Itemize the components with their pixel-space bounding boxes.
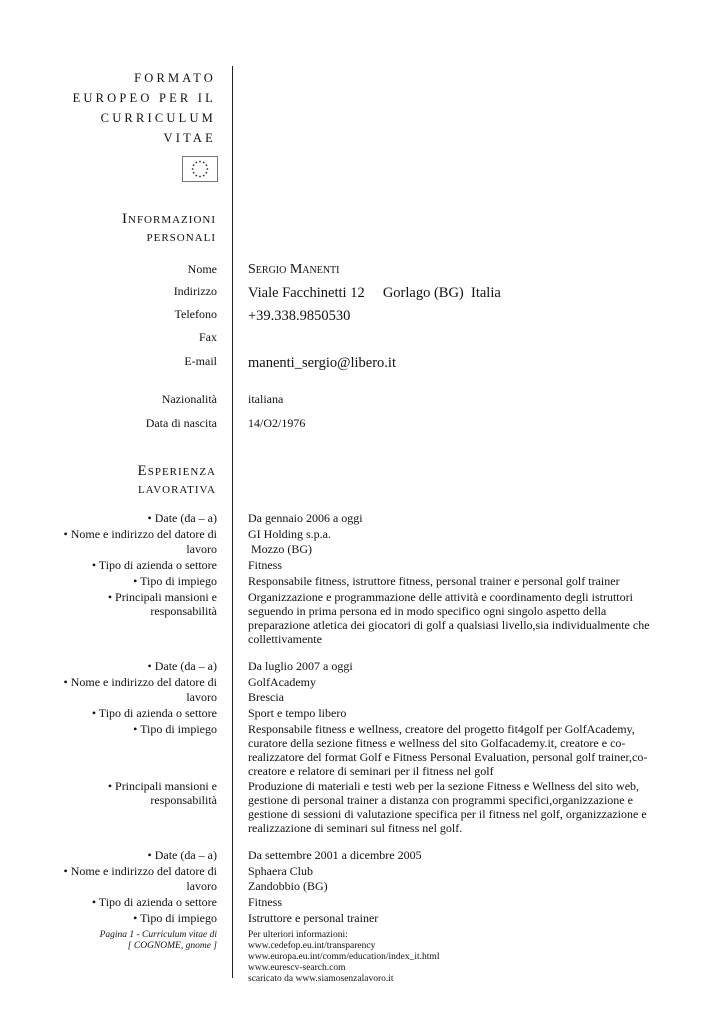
personal-heading-line-2: personali <box>146 229 216 245</box>
value-birth-date: 14/O2/1976 <box>248 416 306 430</box>
label-job: • Tipo di impiego <box>133 574 217 588</box>
entry-2-employer-name: GolfAcademy <box>248 675 316 689</box>
value-email[interactable]: manenti_sergio@libero.it <box>248 355 396 371</box>
label-employer-cont: lavoro <box>186 690 217 704</box>
label-job: • Tipo di impiego <box>133 722 217 736</box>
entry-2-dates: Da luglio 2007 a oggi <box>248 659 353 673</box>
entry-2-employer-place: Brescia <box>248 690 284 704</box>
footer-page-info <box>17 930 217 952</box>
label-employer-cont: lavoro <box>186 542 217 556</box>
footer-name-placeholder: [ COGNOME, gnome ] <box>127 941 217 951</box>
entry-3-job: Istruttore e personal trainer <box>248 911 379 925</box>
work-experience-heading <box>16 462 216 498</box>
full-name: Sergio Manenti <box>248 262 340 277</box>
entry-2-duties: Produzione di materiali e testi web per la sezione Fitness e Wellness del sito web, gestione di personal trainer a distanza con programmi specifici,organizzazione e gestione di sessioni di valutazione specifica per il fitness nel golf, organizzazione e realizzazione di seminari sul fitness nel golf. <box>248 779 647 835</box>
footer-download-source: scaricato da www.siamosenzalavoro.it <box>248 974 394 984</box>
entry-1-sector: Fitness <box>248 558 283 572</box>
title-line-2: EUROPEO PER IL <box>72 91 216 105</box>
value-name <box>248 262 340 277</box>
footer-page-label: Pagina 1 - Curriculum vitae di <box>99 930 217 940</box>
label-employer: • Nome e indirizzo del datore di <box>63 864 217 878</box>
entry-2-job: Responsabile fitness e wellness, creatore del progetto fit4golf per GolfAcademy, curatore della sezione fitness e wellness del sito Golfacademy.it, creatore e co-realizzatore del format Golf e Fitness Personal Evaluation, personal golf trainer,co-creatore e relatore di seminari per il fitness nel golf <box>248 722 648 778</box>
value-phone: +39.338.9850530 <box>248 308 351 324</box>
experience-heading-line-2: lavorativa <box>137 481 216 497</box>
label-nationality: Nazionalità <box>161 392 217 406</box>
title-line-4: VITAE <box>163 131 216 145</box>
footer-links <box>248 930 439 985</box>
label-phone: Telefono <box>174 307 217 321</box>
label-duties: • Principali mansioni e <box>107 590 217 604</box>
value-nationality: italiana <box>248 392 284 406</box>
label-name: Nome <box>187 262 217 276</box>
cv-title <box>6 68 216 148</box>
label-job: • Tipo di impiego <box>133 911 217 925</box>
entry-3-employer-name: Sphaera Club <box>248 864 313 878</box>
personal-heading-line-1: Informazioni <box>122 211 216 227</box>
entry-2-sector: Sport e tempo libero <box>248 706 347 720</box>
experience-heading-line-1: Esperienza <box>137 463 216 479</box>
label-duties: • Principali mansioni e <box>107 779 217 793</box>
entry-1-dates: Da gennaio 2006 a oggi <box>248 511 363 525</box>
label-dates: • Date (da – a) <box>147 511 217 525</box>
label-fax: Fax <box>199 330 217 344</box>
entry-1-job: Responsabile fitness, istruttore fitness, personal trainer e personal golf trainer <box>248 574 620 588</box>
vertical-divider <box>232 66 233 978</box>
title-line-3: CURRICULUM <box>100 111 216 125</box>
title-line-1: FORMATO <box>134 71 216 85</box>
entry-1-duties: Organizzazione e programmazione delle attività e coordinamento degli istruttori seguendo in prima persona ed in modo specifico ogni singolo aspetto della preparazione atletica dei giocatori di golf a qualsiasi livello,sia individualmente che collettivamente <box>248 590 650 646</box>
entry-1-employer-name: GI Holding s.p.a. <box>248 527 331 541</box>
label-sector: • Tipo di azienda o settore <box>91 895 217 909</box>
label-dates: • Date (da – a) <box>147 659 217 673</box>
entry-3-sector: Fitness <box>248 895 283 909</box>
label-address: Indirizzo <box>173 284 217 298</box>
entry-3-employer-place: Zandobbio (BG) <box>248 879 328 893</box>
footer-link-cedefop[interactable]: www.cedefop.eu.int/transparency <box>248 941 376 951</box>
label-sector: • Tipo di azienda o settore <box>91 558 217 572</box>
personal-info-heading <box>16 210 216 246</box>
eu-flag-icon <box>182 156 218 182</box>
label-employer: • Nome e indirizzo del datore di <box>63 675 217 689</box>
label-dates: • Date (da – a) <box>147 848 217 862</box>
label-email: E-mail <box>184 354 217 368</box>
label-birth-date: Data di nascita <box>145 416 217 430</box>
label-duties-cont: responsabilità <box>150 604 217 618</box>
value-address: Viale Facchinetti 12 Gorlago (BG) Italia <box>248 285 501 301</box>
label-employer: • Nome e indirizzo del datore di <box>63 527 217 541</box>
entry-1-employer-place: Mozzo (BG) <box>248 542 312 556</box>
entry-3-dates: Da settembre 2001 a dicembre 2005 <box>248 848 422 862</box>
footer-link-eurescv[interactable]: www.eurescv-search.com <box>248 963 346 973</box>
label-sector: • Tipo di azienda o settore <box>91 706 217 720</box>
label-employer-cont: lavoro <box>186 879 217 893</box>
footer-info-label: Per ulteriori informazioni: <box>248 930 348 940</box>
label-duties-cont: responsabilità <box>150 793 217 807</box>
footer-link-europa[interactable]: www.europa.eu.int/comm/education/index_it.html <box>248 952 440 962</box>
